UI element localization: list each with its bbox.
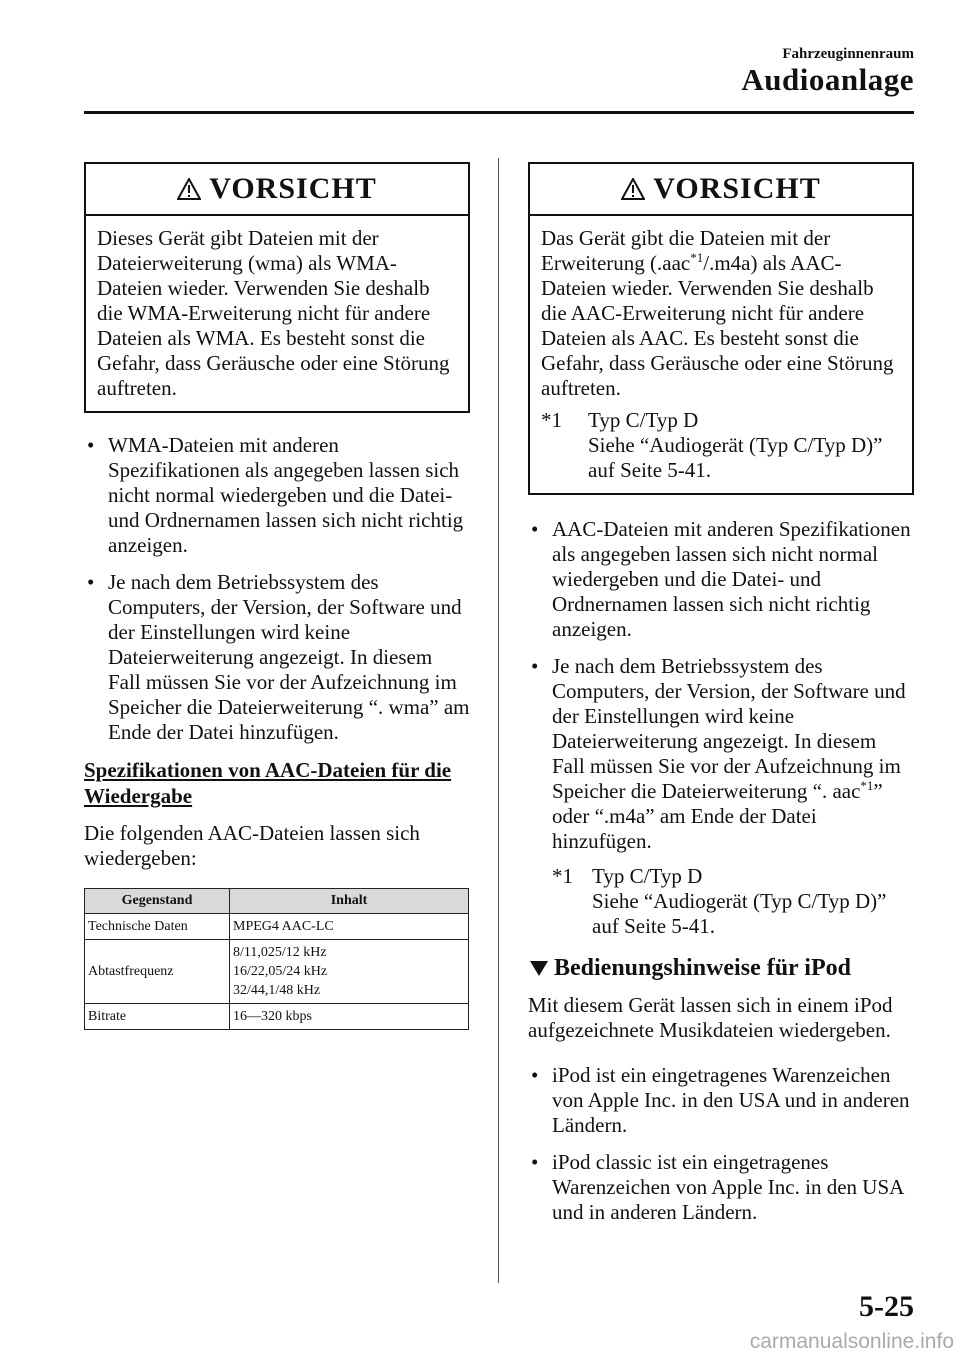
page-number: 5-25 <box>859 1290 914 1323</box>
section-title: Fahrzeuginnenraum <box>782 46 914 62</box>
table-cell: 16―320 kbps <box>230 1004 469 1030</box>
ipod-bullet-list <box>528 1063 914 1225</box>
footnote-line: Typ C/Typ D <box>588 408 699 432</box>
list-item-text: iPod classic ist ein eingetragenes Warenzeichen von Apple Inc. in den USA und in anderen Ländern. <box>552 1150 904 1224</box>
caution-text-part: /.m4a) als AAC-Dateien wieder. Verwenden Sie deshalb die AAC-Erweiterung nicht für andere Dateien als AAC. Es besteht sonst die Gefahr, dass Geräusche oder eine Störung auftreten. <box>541 251 894 400</box>
list-item <box>84 433 470 558</box>
footnote-ref: *1 <box>860 778 874 793</box>
bullet-dot-icon: • <box>531 1063 539 1087</box>
table-row <box>85 940 469 1004</box>
table-cell: Bitrate <box>85 1004 230 1030</box>
caution-box-wma <box>84 162 470 413</box>
caution-title: VORSICHT <box>209 172 377 205</box>
table-row <box>85 1004 469 1030</box>
caution-text <box>530 216 912 493</box>
list-item <box>528 1063 914 1138</box>
list-item-text: Je nach dem Betriebssystem des Computers, der Version, der Software und der Einstellungen wird keine Dateierweiterung angezeigt. In diesem Fall müssen Sie vor der Aufzeichnung im Speicher die Dateierweiterung “. wma” am Ende der Datei hinzufügen. <box>108 570 470 744</box>
footnote-line: Siehe “Audiogerät (Typ C/Typ D)” auf Seite 5-41. <box>588 433 883 482</box>
list-item-text: iPod ist ein eingetragenes Warenzeichen von Apple Inc. in den USA und in anderen Ländern. <box>552 1063 910 1137</box>
bullet-dot-icon: • <box>531 1150 539 1174</box>
table-cell: 8/11,025/12 kHz 16/22,05/24 kHz 32/44,1/48 kHz <box>230 940 469 1004</box>
footnote-line: Siehe “Audiogerät (Typ C/Typ D)” auf Seite 5-41. <box>592 889 887 938</box>
ipod-intro-text: Mit diesem Gerät lassen sich in einem iPod aufgezeichnete Musikdateien wiedergeben. <box>528 993 893 1042</box>
table-header: Inhalt <box>230 889 469 914</box>
footnote-mark: *1 <box>552 864 573 888</box>
footnote-line: Typ C/Typ D <box>592 864 703 888</box>
table-cell: Technische Daten <box>85 914 230 940</box>
list-item <box>528 654 914 939</box>
warning-triangle-icon <box>177 178 201 200</box>
table-row <box>85 914 469 940</box>
warning-triangle-icon <box>621 178 645 200</box>
column-divider <box>498 158 499 1283</box>
bullet-dot-icon: • <box>531 517 539 541</box>
right-column <box>528 162 914 1237</box>
list-item-text: ” oder “.m4a” am Ende der Datei hinzufügen. <box>552 779 883 853</box>
footnote-ref: *1 <box>690 250 704 265</box>
list-item <box>528 517 914 642</box>
bullet-dot-icon: • <box>531 654 539 678</box>
caution-box-aac <box>528 162 914 495</box>
table-header: Gegenstand <box>85 889 230 914</box>
list-item-text: WMA-Dateien mit anderen Spezifikationen als angegeben lassen sich nicht normal wiedergeben und die Datei- und Ordnernamen lassen sich nicht richtig anzeigen. <box>108 433 464 557</box>
header-rule <box>84 111 914 114</box>
left-column <box>84 162 470 1030</box>
chapter-title: Audioanlage <box>741 62 914 97</box>
list-item <box>84 570 470 745</box>
caution-footnote <box>541 408 902 483</box>
aac-spec-table <box>84 888 469 1030</box>
caution-header <box>530 164 912 216</box>
table-cell: MPEG4 AAC-LC <box>230 914 469 940</box>
bullet-dot-icon: • <box>87 570 95 594</box>
table-cell: Abtastfrequenz <box>85 940 230 1004</box>
aac-bullet-list <box>528 517 914 939</box>
ipod-heading-text: Bedienungshinweise für iPod <box>554 955 851 981</box>
caution-header <box>86 164 468 216</box>
footnote-mark: *1 <box>541 408 562 432</box>
caution-title: VORSICHT <box>653 172 821 205</box>
bullet-footnote <box>552 864 914 939</box>
watermark: carmanualsonline.info <box>749 1330 954 1353</box>
table-header-row <box>85 889 469 914</box>
caution-text-part: Das Gerät gibt die Dateien mit der Erweiterung (.aac <box>541 226 831 275</box>
wma-bullet-list <box>84 433 470 745</box>
caution-text: Dieses Gerät gibt Dateien mit der Dateierweiterung (wma) als WMA-Dateien wieder. Verwenden Sie deshalb die WMA-Erweiterung nicht für andere Dateien als WMA. Es besteht sonst die Gefahr, dass Geräusche oder eine Störung auftreten. <box>97 226 450 400</box>
triangle-down-icon <box>530 961 548 976</box>
aac-intro-text: Die folgenden AAC-Dateien lassen sich wiedergeben: <box>84 821 420 870</box>
list-item <box>528 1150 914 1225</box>
bullet-dot-icon: • <box>87 433 95 457</box>
list-item-text: AAC-Dateien mit anderen Spezifikationen als angegeben lassen sich nicht normal wiedergeben und die Datei- und Ordnernamen lassen sich nicht richtig anzeigen. <box>552 517 911 641</box>
aac-spec-subheading: Spezifikationen von AAC-Dateien für die Wiedergabe <box>84 758 452 808</box>
ipod-heading <box>528 953 914 983</box>
list-item-text: Je nach dem Betriebssystem des Computers, der Version, der Software und der Einstellungen wird keine Dateierweiterung angezeigt. In diesem Fall müssen Sie vor der Aufzeichnung im Speicher die Dateierweiterung “. aac <box>552 654 906 803</box>
